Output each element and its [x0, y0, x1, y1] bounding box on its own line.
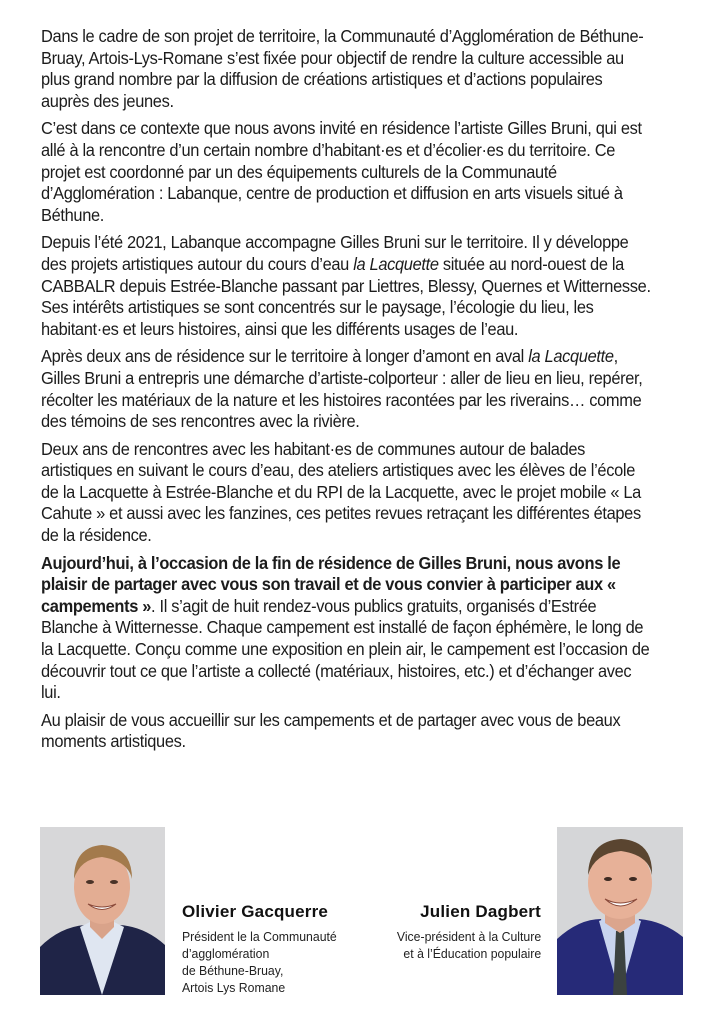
portrait-julien-dagbert: [557, 827, 683, 995]
text-segment: Depuis l’été 2021, Labanque accompagne Gilles Bruni sur le territoire. Il y développe des projets artistiques autour du cours d’eau: [41, 232, 629, 274]
signatory-left: [182, 901, 348, 996]
signatory-right: [386, 901, 541, 962]
paragraph-intro: Dans le cadre de son projet de territoire, la Communauté d’Agglomération de Béthune-Bruay, Artois-Lys-Romane s’est fixée pour objectif de rendre la culture accessible au plus grand nombre par la diffusion de créations artistiques et d’actions populaires auprès des jeunes.: [41, 26, 644, 111]
paragraph-campements: [41, 553, 652, 704]
portrait-illustration: [40, 827, 165, 995]
paragraph-closing: Au plaisir de vous accueillir sur les campements et de partager avec vous de beaux moments artistiques.: [41, 709, 621, 752]
role-line: Président le la Communauté: [182, 929, 337, 944]
portrait-illustration: [557, 827, 683, 995]
text-segment: , Gilles Bruni a entrepris une démarche d’artiste-colporteur : aller de lieu en lieu, repérer, récolter les matériaux de la nature et les histoires racontées par les riverains… comme des témoins de ses rencontres avec la rivière.: [41, 346, 643, 432]
signatory-role: [397, 928, 541, 962]
portrait-olivier-gacquerre: [40, 827, 165, 995]
role-line: et à l’Éducation populaire: [403, 946, 541, 961]
paragraph-colporteur: [41, 346, 652, 432]
editorial-text: [41, 26, 652, 759]
role-line: d’agglomération: [182, 946, 270, 961]
signatory-name: Julien Dagbert: [420, 902, 541, 921]
role-line: Artois Lys Romane: [182, 980, 286, 995]
signatory-name: Olivier Gacquerre: [182, 902, 329, 921]
paragraph-lacquette-project: [41, 232, 652, 340]
paragraph-residence: C’est dans ce contexte que nous avons invité en résidence l’artiste Gilles Bruni, qui est allé à la rencontre d’un certain nombre d’habitant·es et d’écolier·es du territoire. Ce projet est coordonné par un des équipements culturels de la Communauté d’Agglomération : Labanque, centre de production et diffusion en arts visuels situé à Béthune.: [41, 118, 642, 225]
text-segment: . Il s’agit de huit rendez-vous publics gratuits, organisés d’Estrée Blanche à Witternesse. Chaque campement est installé de façon éphémère, le long de la Lacquette. Conçu comme une exposition en plein air, le campement est l’occasion de découvrir tout ce que l’artiste a collecté (matériaux, histoires, etc.) et d’échanger avec lui.: [41, 595, 650, 703]
role-line: de Béthune-Bruay,: [182, 963, 284, 978]
campements-highlight: Aujourd’hui, à l’occasion de la fin de résidence de Gilles Bruni, nous avons le plaisir de partager avec vous son travail et de vous convier à participer aux « campements »: [41, 552, 621, 616]
role-line: Vice-président à la Culture: [396, 929, 541, 944]
river-name-italic: la Lacquette: [528, 346, 614, 367]
river-name-italic: la Lacquette: [353, 253, 439, 274]
paragraph-encounters: Deux ans de rencontres avec les habitant·es de communes autour de balades artistiques en suivant le cours d’eau, des ateliers artistiques avec les élèves de l’école de la Lacquette à Estrée-Blanche et du RPI de la Lacquette, avec le projet mobile « La Cahute » et aussi avec les fanzines, ces petites revues retraçant les différentes étapes de la résidence.: [41, 438, 641, 546]
text-segment: située au nord-ouest de la CABBALR depuis Estrée-Blanche passant par Liettres, Blessy, Quernes et Witternesse. Ses intérêts artistiques se sont concentrés sur le paysage, l’écologie du lieu, les habitant·es et leurs histoires, ainsi que les différents usages de l’eau.: [41, 253, 651, 339]
signatory-role: [182, 928, 337, 996]
text-segment: Après deux ans de résidence sur le territoire à longer d’amont en aval: [41, 346, 529, 367]
